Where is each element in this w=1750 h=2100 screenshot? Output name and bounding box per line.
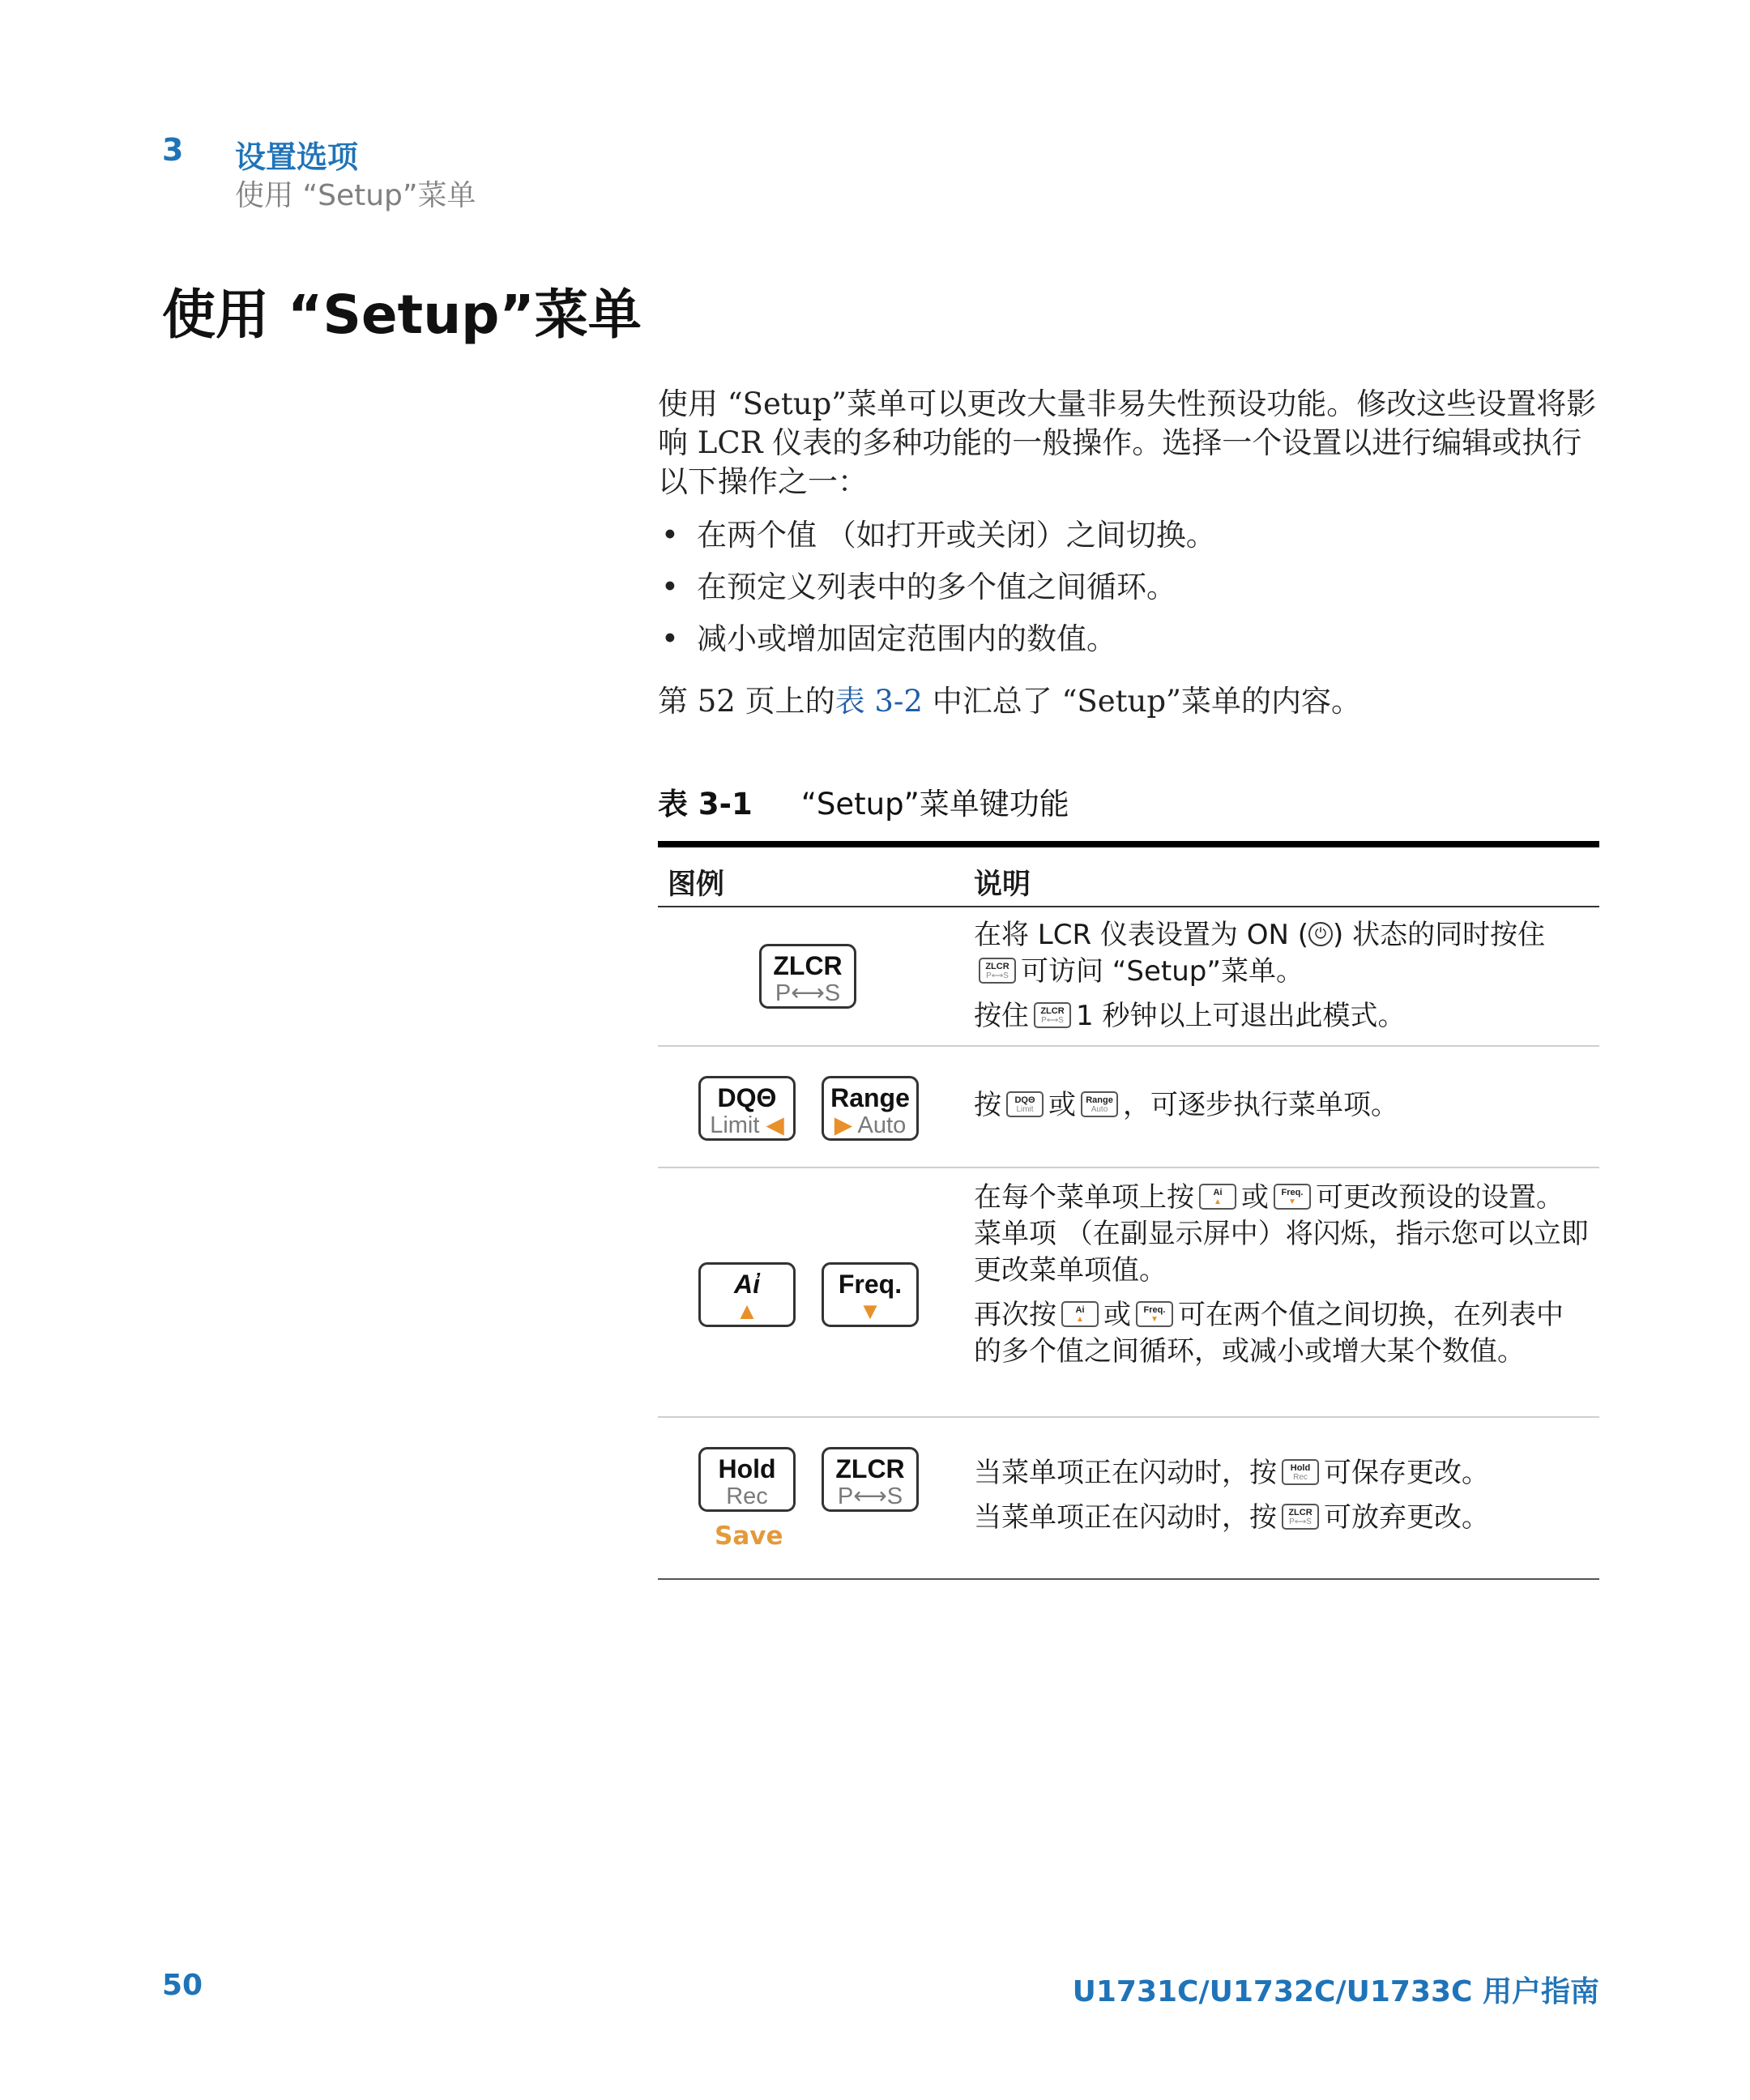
desc-text: 按住: [974, 1000, 1029, 1032]
key-bottom-label: Rec: [726, 1483, 768, 1509]
list-item: [658, 566, 1598, 618]
ai-up-key: [698, 1262, 796, 1327]
desc-text: 1 秒钟以上可退出此模式。: [1076, 1000, 1406, 1032]
desc-text: 在将 LCR 仪表设置为 ON (: [974, 919, 1308, 951]
key-top-label: Range: [830, 1083, 910, 1112]
desc-text: 可在两个值之间切换，在列表中的多个值之间循环，或减小或增大某个数值。: [974, 1299, 1564, 1368]
table-top-rule: [658, 841, 1599, 847]
freq-mini-key-icon: Freq. ▼: [1136, 1301, 1173, 1327]
setup-key-table: [658, 841, 1599, 1580]
intro-paragraph: 使用 “Setup”菜单可以更改大量非易失性预设功能。修改这些设置将影响 LCR 仪表的多种功能的一般操作。选择一个设置以进行编辑或执行以下操作之一：: [658, 386, 1597, 499]
table-row: [658, 1047, 1599, 1168]
dqo-limit-key: [698, 1076, 796, 1141]
col-header-description: 说明: [974, 869, 1031, 901]
key-top-label: ZLCR: [773, 951, 843, 980]
desc-text: 当菜单项正在闪动时，按: [974, 1501, 1277, 1534]
option-list: [658, 514, 1598, 670]
range-mini-key-icon: Range Auto: [1081, 1091, 1118, 1117]
table-row: [658, 1168, 1599, 1418]
desc-text: 当菜单项正在闪动时，按: [974, 1457, 1277, 1489]
table-reference: [658, 681, 1598, 723]
col-header-legend: 图例: [668, 869, 725, 901]
row-description: [974, 1087, 1590, 1124]
zlcr-key: [759, 944, 856, 1009]
key-bottom-label: Auto: [857, 1112, 907, 1138]
desc-text: 可更改预设的设置。菜单项 （在副显示屏中）将闪烁，指示您可以立即更改菜单项值。: [974, 1181, 1589, 1287]
hold-rec-key: [698, 1447, 796, 1512]
key-top-label: Hold: [718, 1454, 776, 1483]
key-bottom-label: Limit: [710, 1112, 760, 1138]
left-arrow-icon: ◀: [766, 1112, 784, 1138]
table-3-2-link[interactable]: 表 3-2: [834, 684, 923, 719]
ai-mini-key-icon: Aἰ ▲: [1199, 1184, 1236, 1210]
table-row: [658, 1418, 1599, 1580]
up-arrow-icon: ▲: [735, 1299, 759, 1325]
ref-before: 第 52 页上的: [658, 684, 835, 719]
list-item-text: 减小或增加固定范围内的数值。: [697, 621, 1116, 656]
zlcr-mini-key-icon: ZLCR P⟷S: [979, 958, 1016, 984]
save-label: Save: [715, 1522, 783, 1551]
desc-text: 可保存更改。: [1324, 1457, 1489, 1489]
table-row: [658, 907, 1599, 1047]
key-top-label: ZLCR: [835, 1454, 905, 1483]
freq-mini-key-icon: Freq. ▼: [1274, 1184, 1311, 1210]
key-bottom-label: P⟷S: [837, 1483, 903, 1509]
chapter-title: 设置选项: [235, 139, 359, 175]
page-heading: 使用 “Setup”菜单: [162, 284, 642, 346]
hold-mini-key-icon: Hold Rec: [1282, 1459, 1319, 1485]
list-item: [658, 618, 1598, 670]
freq-down-key: [822, 1262, 919, 1327]
zlcr-mini-key-icon: ZLCR P⟷S: [1282, 1504, 1319, 1530]
zlcr-key: [822, 1447, 919, 1512]
desc-text: 或: [1103, 1299, 1131, 1331]
zlcr-mini-key-icon: ZLCR P⟷S: [1034, 1002, 1071, 1028]
key-top-label: DQΘ: [717, 1083, 777, 1112]
desc-text: 可访问 “Setup”菜单。: [1021, 955, 1304, 988]
bullet-icon: •: [661, 570, 679, 604]
desc-text: 再次按: [974, 1299, 1056, 1331]
table-caption-title: “Setup”菜单键功能: [800, 787, 1069, 822]
key-top-label: Aἰ: [734, 1270, 760, 1299]
desc-text: ) 状态的同时按住: [1333, 919, 1546, 951]
power-icon: ⏻: [1308, 922, 1333, 946]
key-top-label: Freq.: [838, 1270, 903, 1299]
table-caption: [658, 779, 1069, 823]
row-description: [974, 1180, 1590, 1370]
table-header-row: [658, 847, 1599, 907]
list-item: [658, 514, 1598, 566]
desc-text: 或: [1241, 1181, 1269, 1214]
table-caption-number: 表 3-1: [658, 787, 753, 822]
list-item-text: 在预定义列表中的多个值之间循环。: [697, 570, 1176, 604]
down-arrow-icon: ▼: [858, 1299, 882, 1325]
list-item-text: 在两个值 （如打开或关闭）之间切换。: [697, 518, 1216, 553]
ai-mini-key-icon: Aἰ ▲: [1061, 1301, 1099, 1327]
row-description: [974, 917, 1590, 1035]
page-number: 50: [162, 1969, 203, 2002]
desc-text: ，可逐步执行菜单项。: [1123, 1089, 1398, 1121]
right-arrow-icon: ▶: [834, 1112, 853, 1138]
section-subtitle: 使用 “Setup”菜单: [235, 179, 476, 212]
desc-text: 可放弃更改。: [1324, 1501, 1489, 1534]
chapter-number: 3: [162, 132, 184, 168]
dqo-mini-key-icon: DQΘ Limit: [1006, 1091, 1044, 1117]
ref-after: 中汇总了 “Setup”菜单的内容。: [922, 684, 1361, 719]
document-title: U1731C/U1732C/U1733C 用户指南: [1072, 1975, 1599, 2008]
bullet-icon: •: [661, 518, 679, 553]
desc-text: 在每个菜单项上按: [974, 1181, 1194, 1214]
desc-text: 按: [974, 1089, 1001, 1121]
desc-text: 或: [1048, 1089, 1076, 1121]
row-description: [974, 1455, 1590, 1536]
bullet-icon: •: [661, 621, 679, 656]
range-auto-key: [822, 1076, 919, 1141]
key-bottom-label: P⟷S: [775, 980, 841, 1006]
